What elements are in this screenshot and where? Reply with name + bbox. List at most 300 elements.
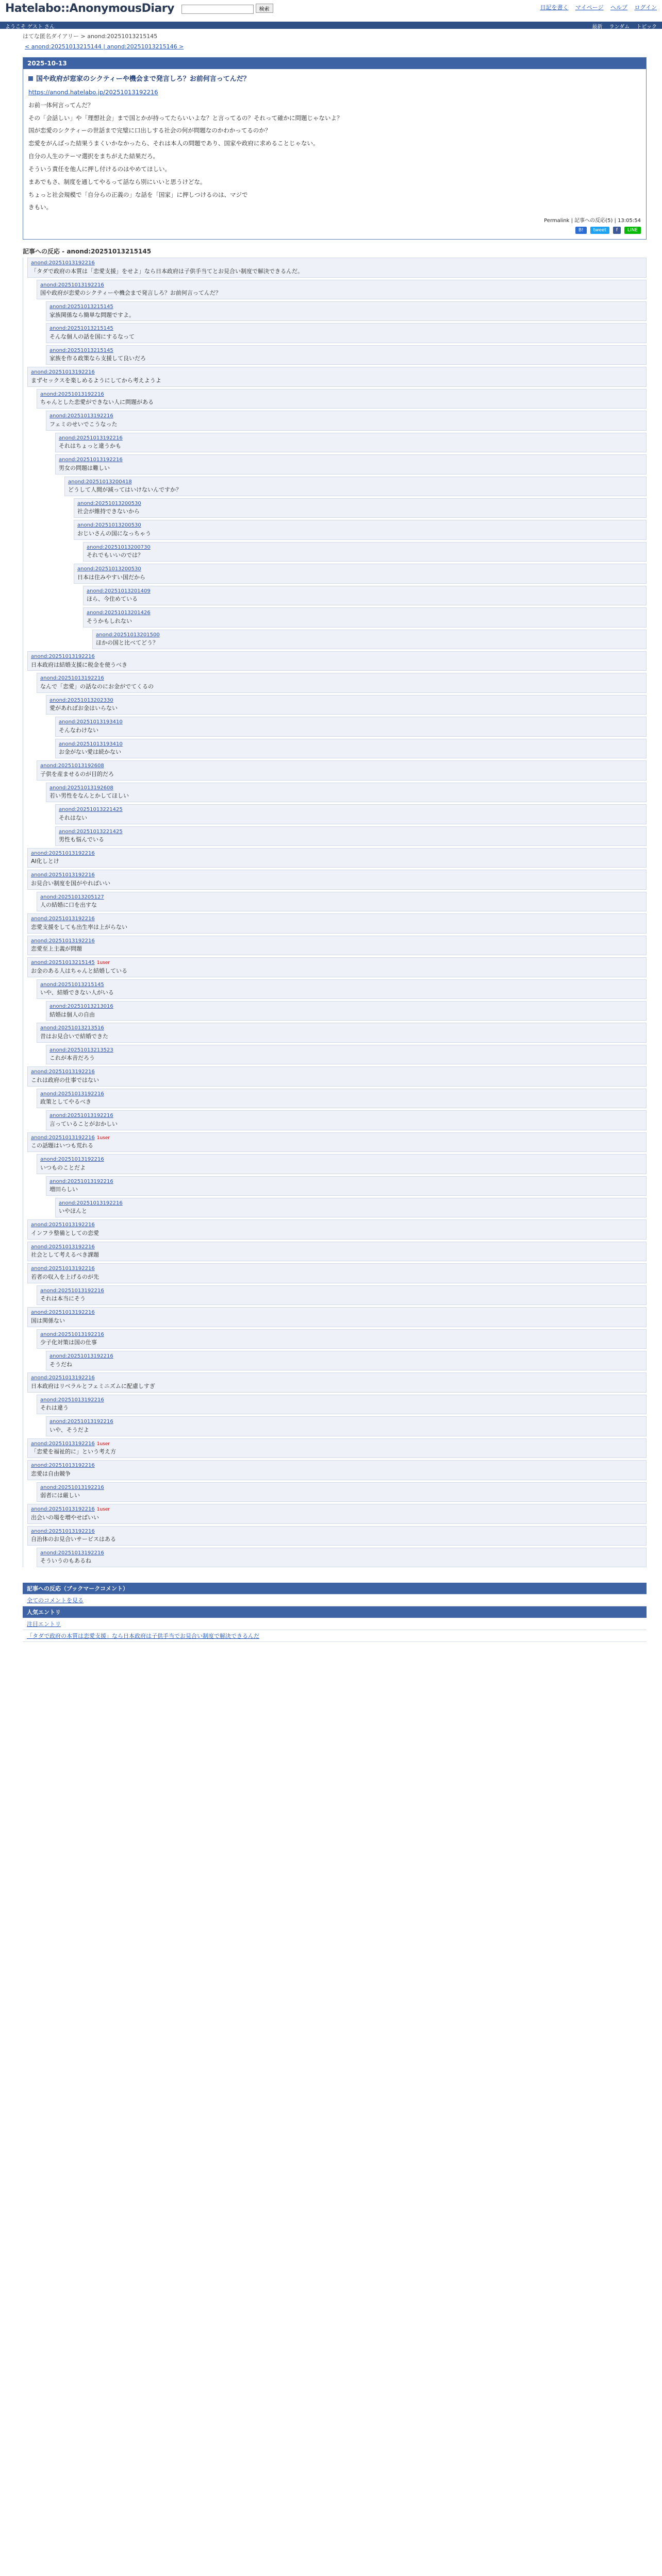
comment-id-link[interactable]: anond:20251013192216 <box>49 1419 113 1425</box>
comment-meta <box>31 653 643 661</box>
comment-id-link[interactable]: anond:20251013221425 <box>59 807 123 813</box>
comment-text: そうかもしれない <box>87 617 132 624</box>
comment-id-link[interactable]: anond:20251013192216 <box>40 1484 104 1490</box>
comment-text: ほかの国と比べてどう？ <box>96 639 158 647</box>
comment-id-link[interactable]: anond:20251013213516 <box>40 1025 104 1031</box>
comment-id-link[interactable]: anond:20251013192608 <box>49 785 113 791</box>
comment-meta <box>31 1375 643 1382</box>
comment-text: 日本政府はリベラルとフェミニズムに配慮しすぎ <box>31 1382 155 1389</box>
comment-text: 増田らしい <box>49 1186 78 1193</box>
comment-text: いつものことだよ <box>40 1164 86 1171</box>
comment-text: なんで「恋愛」の話なのにお金がでてくるの <box>40 683 154 690</box>
comment-box <box>27 1460 647 1480</box>
footer-row-attention <box>23 1618 647 1630</box>
comment-id-link[interactable]: anond:20251013192216 <box>59 435 123 441</box>
comment-box <box>37 1482 647 1502</box>
comment-id-link[interactable]: anond:20251013215145 <box>49 326 113 332</box>
comment-item <box>27 1219 647 1239</box>
comment-box <box>46 1416 647 1436</box>
comment-text: どうして人間が減ってはいけないんですか？ <box>68 486 181 493</box>
comment-text: 愛があればお金はいらない <box>49 705 118 712</box>
entry-paragraph: ちょっと社会規模で「自分らの正義の」な話を「国家」に押しつけるのは、マジで <box>28 191 248 198</box>
comment-id-link[interactable]: anond:20251013192216 <box>49 1353 113 1359</box>
comment-meta <box>77 522 643 530</box>
comment-box <box>55 454 647 474</box>
top-links <box>535 3 657 11</box>
comment-meta <box>40 762 643 770</box>
comment-id-link[interactable]: anond:20251013192216 <box>40 1091 104 1097</box>
comment-item <box>27 1242 647 1261</box>
comment-box <box>55 433 647 452</box>
comment-text: お金がない愛は続かない <box>59 749 121 756</box>
comment-meta <box>49 347 643 355</box>
comment-meta <box>49 325 643 333</box>
comment-meta <box>87 588 643 596</box>
comment-item <box>74 564 647 583</box>
comment-text: まずセックスを楽しめるようにしてから考えようよ <box>31 377 161 384</box>
comment-id-link[interactable]: anond:20251013192216 <box>40 675 104 682</box>
comment-box <box>74 498 647 518</box>
comment-id-link[interactable]: anond:20251013200530 <box>77 566 141 572</box>
comment-meta <box>40 1025 643 1032</box>
comment-item <box>46 1045 647 1064</box>
comment-box <box>83 586 647 605</box>
comment-meta <box>31 1462 643 1470</box>
comment-meta <box>77 500 643 508</box>
comment-text: 家族関係なら簡単な問題ですよ。 <box>49 311 135 318</box>
comment-box <box>46 1045 647 1064</box>
comment-id-link[interactable]: anond:20251013221425 <box>59 828 123 835</box>
comment-meta <box>40 1397 643 1404</box>
comment-item <box>37 1395 647 1414</box>
comment-item <box>64 477 647 496</box>
comment-item <box>55 739 647 758</box>
comment-item <box>83 542 647 562</box>
comment-id-link[interactable]: anond:20251013192216 <box>59 1200 123 1206</box>
comment-meta <box>31 260 643 267</box>
entry-body <box>28 88 641 212</box>
top-link-write[interactable]: 日記を書く <box>540 4 569 11</box>
comment-user-badge[interactable]: 1user <box>96 1441 110 1447</box>
comment-box <box>27 1438 647 1458</box>
entry-paragraph: 恋愛をがんばった結果うまくいかなかったら、それは本人の問題であり、国家や政府に求めることじゃない。 <box>28 140 319 147</box>
entry-title-text[interactable]: 国や政府が窓家のシクティーや機会まで発言しろ？お前何言ってんだ？ <box>36 75 250 83</box>
comment-id-link[interactable]: anond:20251013192216 <box>31 1463 95 1469</box>
comment-meta <box>77 566 643 573</box>
comment-item <box>55 1198 647 1217</box>
comment-box <box>37 760 647 780</box>
comment-meta <box>31 1069 643 1076</box>
comment-meta <box>31 916 643 923</box>
comment-id-link[interactable]: anond:20251013200730 <box>87 544 151 550</box>
comment-item <box>55 433 647 452</box>
entry-source-link[interactable]: https://anond.hatelabo.jp/20251013192216 <box>28 89 158 96</box>
comment-id-link[interactable]: anond:20251013200530 <box>77 522 141 529</box>
comment-box <box>37 280 647 299</box>
search-button[interactable]: 検索 <box>256 4 273 13</box>
comment-meta <box>59 719 643 726</box>
comment-text: 国や政府が恋愛のシクティーや機会まで発言しろ？お前何言ってんだ？ <box>40 290 221 297</box>
comment-item <box>37 673 647 692</box>
comment-item <box>37 389 647 409</box>
comment-meta <box>31 1134 643 1142</box>
comment-id-link[interactable]: anond:20251013192216 <box>40 1550 104 1556</box>
comment-text: 日本は住みやすい国だから <box>77 573 145 581</box>
comment-text: お見合い制度を国がやればいい <box>31 879 110 887</box>
comment-box <box>37 1089 647 1108</box>
comment-meta <box>40 675 643 683</box>
comment-text: 男性も悩んでいる <box>59 836 104 843</box>
comment-text: AI化しとけ <box>31 858 59 865</box>
entry-signature[interactable]: Permalink | 記事への反応(5) | 13:05:54 <box>544 218 641 224</box>
comment-item <box>27 1504 647 1523</box>
comment-item <box>55 454 647 474</box>
comment-item <box>27 1263 647 1283</box>
comment-text: そうだね <box>49 1361 72 1368</box>
comment-id-link[interactable]: anond:20251013213016 <box>49 1004 113 1009</box>
top-link-login[interactable]: ログイン <box>634 4 657 11</box>
comment-item <box>37 979 647 999</box>
comment-box <box>27 1263 647 1283</box>
comment-item <box>37 1285 647 1305</box>
comment-item <box>37 892 647 911</box>
comment-id-link[interactable]: anond:20251013192216 <box>31 1310 95 1316</box>
nav-random[interactable]: ランダム <box>609 24 630 30</box>
comment-meta <box>31 1309 643 1317</box>
comment-id-link[interactable]: anond:20251013192216 <box>31 1244 95 1250</box>
comment-text: それでもいいのでは？ <box>87 552 143 559</box>
comment-box <box>55 739 647 758</box>
comment-box <box>74 520 647 539</box>
comment-text: 弱者には厳しい <box>40 1492 80 1499</box>
footer-link[interactable]: 注目エントリ <box>27 1621 61 1628</box>
entry-paragraph: その「会話しい」や「理想社会」まで国とかが持ってたらいいよな？と言ってるの？それって確かに問題じゃないよ？ <box>28 114 343 122</box>
footer-link[interactable]: 全てのコメントを見る <box>27 1597 84 1604</box>
comment-item <box>37 1548 647 1567</box>
comment-meta <box>31 1528 643 1536</box>
comment-meta <box>59 741 643 749</box>
pager-links[interactable]: < anond:20251013215144 | anond:20251013215146 > <box>25 43 184 50</box>
comment-text: 言っていることがおかしい <box>49 1120 118 1127</box>
entry-paragraph: そういう責任を他人に押し付けるのはやめてほしい。 <box>28 165 171 173</box>
top-link-mypage[interactable]: マイページ <box>575 4 604 11</box>
comment-box <box>55 804 647 824</box>
breadcrumb: はてな匿名ダイアリー > anond:20251013215145 <box>23 33 158 40</box>
comment-id-link[interactable]: anond:20251013192216 <box>40 1397 104 1403</box>
search-input[interactable] <box>181 5 254 14</box>
comment-meta <box>59 435 643 443</box>
comment-meta <box>49 303 643 311</box>
facebook-share-button[interactable]: f <box>613 227 621 234</box>
comment-text: 恋愛は自由競争 <box>31 1470 71 1477</box>
comment-meta <box>40 391 643 399</box>
comment-item <box>46 301 647 321</box>
comment-text: いや、そうだよ <box>49 1426 89 1433</box>
comment-box <box>27 1372 647 1392</box>
comment-item <box>27 913 647 933</box>
comment-box <box>46 1351 647 1370</box>
comment-box <box>55 826 647 846</box>
comment-item <box>27 1460 647 1480</box>
comment-box <box>27 848 647 868</box>
comment-meta <box>40 894 643 902</box>
comment-id-link[interactable]: anond:20251013192216 <box>40 1331 104 1337</box>
comment-meta <box>31 369 643 377</box>
nav-latest[interactable]: 最新 <box>592 24 603 30</box>
comment-box <box>37 979 647 999</box>
comment-meta <box>59 806 643 814</box>
footer-row-allcomments <box>23 1595 647 1606</box>
comment-text: そんなわけない <box>59 726 98 734</box>
comment-id-link[interactable]: anond:20251013192216 <box>59 457 123 463</box>
nav-bar <box>0 22 662 29</box>
entry-paragraph: 国が恋愛のシクティーの世話まで完璧に口出しする社会の何が問題なのかわかってるのか？ <box>28 127 271 134</box>
comment-meta <box>40 1484 643 1492</box>
comment-box <box>37 1023 647 1042</box>
comment-box <box>83 542 647 562</box>
comment-id-link[interactable]: anond:20251013200418 <box>68 479 132 485</box>
comment-tree <box>23 258 647 1567</box>
comment-id-link[interactable]: anond:20251013215145 <box>40 981 104 988</box>
comment-meta <box>87 609 643 617</box>
comment-text: それはちょっと違うかも <box>59 443 121 450</box>
entry-date: 2025-10-13 <box>23 58 646 69</box>
comment-text: 社会として考えるべき課題 <box>31 1251 99 1259</box>
entry-paragraph: お前一体何言ってんだ？ <box>28 101 94 109</box>
comment-box <box>27 258 647 277</box>
twitter-share-button[interactable]: tweet <box>590 227 610 234</box>
comment-meta <box>49 1112 643 1120</box>
comment-id-link[interactable]: anond:20251013192216 <box>31 872 95 878</box>
comment-box <box>37 389 647 409</box>
comment-item <box>46 1416 647 1436</box>
comment-item <box>46 1110 647 1130</box>
comment-text: 家族を作る政策なら支援して良いだろ <box>49 355 146 362</box>
comment-meta <box>31 872 643 879</box>
comment-text: 「恋愛を福祉的に」という考え方 <box>31 1448 116 1455</box>
comment-item <box>27 258 647 277</box>
comment-id-link[interactable]: anond:20251013201426 <box>87 610 151 616</box>
comment-id-link[interactable]: anond:20251013192216 <box>31 938 95 944</box>
comment-text: ほら、今住めている <box>87 596 138 603</box>
comment-item <box>55 717 647 736</box>
comment-id-link[interactable]: anond:20251013192216 <box>40 391 104 397</box>
comment-user-badge[interactable]: 1user <box>96 1507 110 1513</box>
comment-item <box>27 936 647 955</box>
comment-box <box>27 367 647 386</box>
comment-box <box>37 1548 647 1567</box>
comment-id-link[interactable]: anond:20251013192216 <box>31 1222 95 1228</box>
comment-box <box>27 936 647 955</box>
comment-text: 政策としてやるべき <box>40 1098 91 1106</box>
hatena-bookmark-button[interactable]: B! <box>575 227 587 234</box>
nav-topic[interactable]: トピック <box>636 24 657 30</box>
comment-id-link[interactable]: anond:20251013200530 <box>77 500 141 506</box>
comment-id-link[interactable]: anond:20251013192216 <box>31 1440 95 1447</box>
comment-text: 恋愛支援をしても出生率は上がらない <box>31 923 127 930</box>
comment-meta <box>31 938 643 945</box>
comment-text: 国は関係ない <box>31 1317 65 1324</box>
comment-id-link[interactable]: anond:20251013213523 <box>49 1047 113 1053</box>
comment-text: この話題はいつも荒れる <box>31 1142 93 1149</box>
footer-link[interactable]: 人気エントリ <box>27 1609 61 1616</box>
comment-id-link[interactable]: anond:20251013192216 <box>31 1134 95 1141</box>
comment-item <box>27 1307 647 1327</box>
comment-item <box>37 1089 647 1108</box>
comment-text: ちゃんとした恋愛ができない人に問題がある <box>40 399 154 406</box>
comment-text: 人の結婚に口を出すな <box>40 902 97 909</box>
comment-meta <box>49 1047 643 1055</box>
comment-item <box>46 1001 647 1021</box>
comment-meta <box>40 282 643 290</box>
comment-item <box>46 783 647 802</box>
footer-row-entry <box>23 1630 647 1642</box>
comment-id-link[interactable]: anond:20251013192216 <box>49 413 113 419</box>
comment-id-link[interactable]: anond:20251013192216 <box>31 850 95 856</box>
comment-box <box>27 870 647 889</box>
comment-id-link[interactable]: anond:20251013193410 <box>59 741 123 747</box>
comment-box <box>27 651 647 671</box>
comment-box <box>55 1198 647 1217</box>
comment-item <box>37 1023 647 1042</box>
comment-id-link[interactable]: anond:20251013205127 <box>40 894 104 900</box>
comment-box <box>46 301 647 321</box>
entry-paragraph: きもい。 <box>28 204 52 211</box>
comment-item <box>27 1372 647 1392</box>
comment-box <box>37 1329 647 1349</box>
comment-user-badge[interactable]: 1user <box>96 1135 110 1141</box>
comment-meta <box>31 1222 643 1229</box>
comment-meta <box>49 1178 643 1186</box>
comment-text: そういうのもあるね <box>40 1557 91 1565</box>
comment-item <box>27 651 647 671</box>
footer-link[interactable]: 「タダで政府の本質は恋愛支援」なら日本政府は子供手当でお見合い制度で解決できるんだ <box>27 1633 259 1640</box>
comment-id-link[interactable]: anond:20251013192216 <box>31 654 95 659</box>
comment-text: 昔はお見合いで結婚できた <box>40 1032 108 1040</box>
comment-id-link[interactable]: anond:20251013192216 <box>31 1506 95 1513</box>
comment-item <box>27 1066 647 1086</box>
comment-box <box>74 564 647 583</box>
comment-meta <box>40 1331 643 1339</box>
comment-meta <box>40 1287 643 1295</box>
comment-id-link[interactable]: anond:20251013192216 <box>31 369 95 376</box>
comment-item <box>55 826 647 846</box>
comment-text: これは政府の仕事ではない <box>31 1076 99 1083</box>
share-buttons <box>28 226 641 234</box>
top-link-help[interactable]: ヘルプ <box>610 4 628 11</box>
comment-item <box>74 520 647 539</box>
comment-meta <box>87 544 643 552</box>
comment-id-link[interactable]: anond:20251013192216 <box>31 916 95 922</box>
comment-id-link[interactable]: anond:20251013192608 <box>40 763 104 769</box>
comment-id-link[interactable]: anond:20251013192216 <box>49 1178 113 1184</box>
comment-user-badge[interactable]: 1user <box>96 960 110 966</box>
comment-box <box>37 673 647 692</box>
comment-text: 「タダで政府の本質は「恋愛支援」をせよ」なら日本政府は子供手当てとお見合い制度で解決できるんだ。 <box>31 267 303 275</box>
comment-item <box>37 280 647 299</box>
comment-id-link[interactable]: anond:20251013192216 <box>31 260 95 266</box>
comment-id-link[interactable]: anond:20251013201409 <box>87 588 151 594</box>
comment-box <box>27 1242 647 1261</box>
comment-item <box>27 957 647 977</box>
comment-id-link[interactable]: anond:20251013192216 <box>49 1113 113 1119</box>
comment-id-link[interactable]: anond:20251013192216 <box>31 1266 95 1272</box>
comment-item <box>92 630 647 649</box>
comment-meta <box>59 828 643 836</box>
comment-id-link[interactable]: anond:20251013192216 <box>40 1287 104 1294</box>
comment-meta <box>59 456 643 464</box>
comment-meta <box>49 413 643 420</box>
comment-meta <box>49 1418 643 1426</box>
comment-text: 日本政府は結婚支援に税金を使うべき <box>31 661 127 668</box>
comment-box <box>27 913 647 933</box>
comment-id-link[interactable]: anond:20251013192216 <box>40 1157 104 1163</box>
comment-box <box>46 345 647 365</box>
comment-box <box>92 630 647 649</box>
comment-item <box>27 1438 647 1458</box>
comment-text: それはない <box>59 814 87 821</box>
comment-meta <box>40 1550 643 1557</box>
comment-item <box>27 1132 647 1152</box>
comment-id-link[interactable]: anond:20251013193410 <box>59 719 123 725</box>
entry-paragraph: 自分の人生のテーマ選択をまちがえた結果だろ。 <box>28 152 159 160</box>
comment-text: 少子化対策は国の仕事 <box>40 1339 97 1346</box>
comment-text: 自治体のお見合いサービスはある <box>31 1536 116 1543</box>
entry-box <box>23 57 647 240</box>
comment-box <box>46 1110 647 1130</box>
comment-text: それは本当にそう <box>40 1295 86 1302</box>
comment-text: お金のある人はちゃんと結婚している <box>31 967 127 974</box>
search-form <box>181 4 273 14</box>
comment-item <box>27 1526 647 1546</box>
comment-id-link[interactable]: anond:20251013201500 <box>96 632 160 638</box>
nav-welcome[interactable]: ようこそ ゲスト さん <box>5 24 55 30</box>
comment-id-link[interactable]: anond:20251013215145 <box>49 347 113 353</box>
comment-meta <box>96 632 643 639</box>
comment-text: インフラ整備としての恋愛 <box>31 1229 99 1236</box>
comment-item <box>46 1351 647 1370</box>
comment-box <box>37 1285 647 1305</box>
footer <box>23 1583 647 1642</box>
comment-meta <box>40 1091 643 1098</box>
footer-link[interactable]: 記事への反応（ブックマークコメント） <box>27 1585 129 1592</box>
comment-id-link[interactable]: anond:20251013192216 <box>31 1375 95 1381</box>
comment-box <box>27 1307 647 1327</box>
comment-item <box>74 498 647 518</box>
comment-id-link[interactable]: anond:20251013215145 <box>49 304 113 310</box>
site-logo[interactable]: Hatelabo::AnonymousDiary <box>5 2 174 15</box>
comment-item <box>46 323 647 343</box>
comment-box <box>83 607 647 627</box>
comment-meta <box>49 785 643 792</box>
comment-id-link[interactable]: anond:20251013192216 <box>31 1528 95 1534</box>
comment-box <box>27 957 647 977</box>
comment-item <box>55 804 647 824</box>
line-share-button[interactable]: LINE <box>624 227 641 234</box>
comment-meta <box>31 959 643 967</box>
comment-id-link[interactable]: anond:20251013192216 <box>40 282 104 288</box>
comment-id-link[interactable]: anond:20251013202330 <box>49 697 113 703</box>
comment-meta <box>31 1265 643 1273</box>
title-square-icon <box>28 76 33 81</box>
comment-id-link[interactable]: anond:20251013192216 <box>31 1069 95 1075</box>
comment-id-link[interactable]: anond:20251013215145 <box>31 960 95 966</box>
comment-meta <box>59 1200 643 1208</box>
comment-box <box>37 1395 647 1414</box>
comment-meta <box>40 981 643 989</box>
comment-meta <box>31 1244 643 1251</box>
comment-meta <box>31 1440 643 1448</box>
